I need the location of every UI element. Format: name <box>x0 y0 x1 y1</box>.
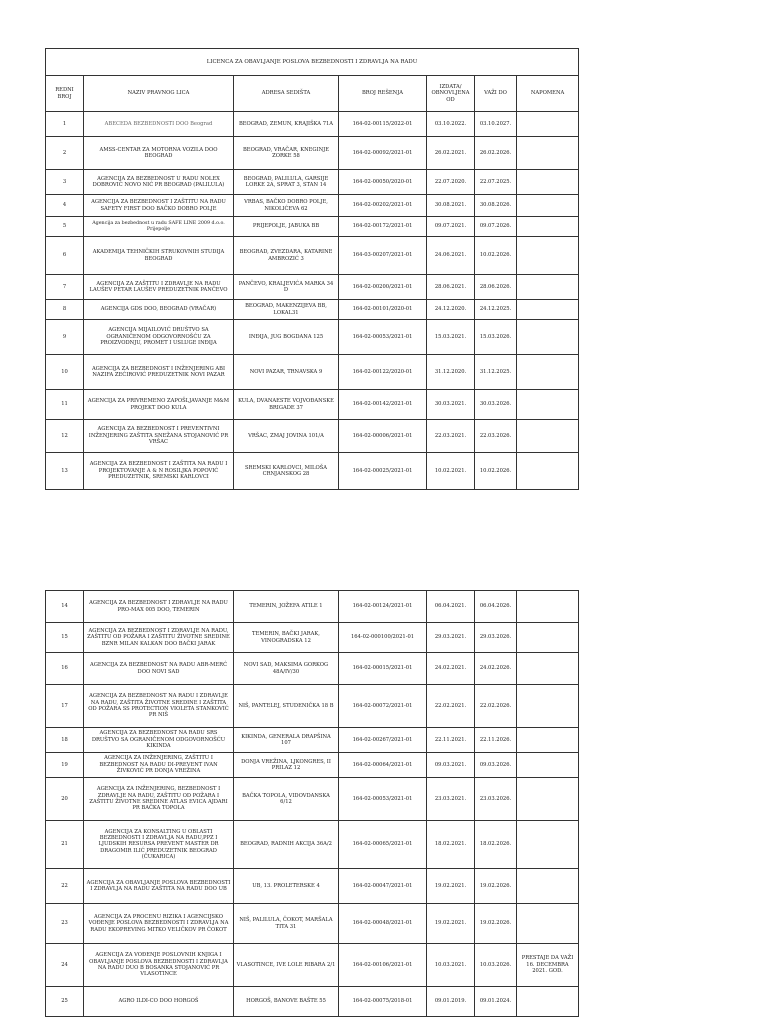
cell-naziv: AGENCIJA ZA ZAŠTITU I ZDRAVLJE NA RADU LAUŠEV PETAR LAUŠEV PREDUZETNIK PANČEVO <box>84 275 234 300</box>
cell-naziv: AGENCIJA ZA BEZBEDNOST I ZDRAVLJE NA RADU, ZAŠTITU OD POŽARA I ZAŠTITU ŽIVOTNE SREDINE BZNR MILAN KALKAN DOO BAČKI JARAK <box>84 623 234 653</box>
cell-broj-resenja: 164-02-00092/2021-01 <box>339 137 427 170</box>
cell-adresa: SREMSKI KARLOVCI, MILOŠA CRNJANSKOG 28 <box>234 453 339 490</box>
cell-vazi-do: 22.07.2025. <box>475 170 517 195</box>
cell-redni-broj: 8 <box>46 300 84 320</box>
cell-redni-broj: 22 <box>46 869 84 904</box>
table-row <box>46 591 579 623</box>
cell-broj-resenja: 164-02-00202/2021-01 <box>339 195 427 217</box>
table-title: LICENCA ZA OBAVLJANJE POSLOVA BEZBEDNOSTI I ZDRAVLJA NA RADU <box>46 49 579 76</box>
cell-redni-broj: 17 <box>46 685 84 728</box>
cell-vazi-do: 09.03.2026. <box>475 753 517 778</box>
cell-naziv: AGENCIJA ZA BEZBEDNOST NA RADU I ZDRAVLJE NA RADU, ZAŠTITA ŽIVOTNE SREDINE I ZAŠTITA OD POŽARA SS PROTECTION VIOLETA STANKOVIĆ PR NIŠ <box>84 685 234 728</box>
cell-redni-broj: 9 <box>46 320 84 355</box>
license-table-page-2 <box>45 590 579 1017</box>
table-row <box>46 753 579 778</box>
cell-napomena <box>517 453 579 490</box>
cell-broj-resenja: 164-02-00065/2021-01 <box>339 821 427 869</box>
cell-redni-broj: 14 <box>46 591 84 623</box>
cell-redni-broj: 1 <box>46 112 84 137</box>
cell-broj-resenja: 164-03-00207/2021-01 <box>339 237 427 275</box>
cell-izdata: 19.02.2021. <box>427 904 475 944</box>
cell-adresa: KIKINDA, GENERALA DRAPŠINA 107 <box>234 728 339 753</box>
cell-izdata: 28.06.2021. <box>427 275 475 300</box>
cell-adresa: VRŠAC, ZMAJ JOVINA 101/A <box>234 420 339 453</box>
cell-redni-broj: 13 <box>46 453 84 490</box>
header-redni-broj: REDNI BROJ <box>46 76 84 112</box>
table-row <box>46 137 579 170</box>
cell-vazi-do: 30.03.2026. <box>475 390 517 420</box>
cell-broj-resenja: 164-02-00006/2021-01 <box>339 420 427 453</box>
cell-naziv: AGENCIJA GDS DOO, BEOGRAD (VRAČAR) <box>84 300 234 320</box>
cell-broj-resenja: 164-02-00047/2021-01 <box>339 869 427 904</box>
cell-vazi-do: 18.02.2026. <box>475 821 517 869</box>
cell-vazi-do: 10.03.2026. <box>475 944 517 987</box>
cell-naziv: AGENCIJA ZA INŽENJERING, BEZBEDNOST I ZDRAVLJE NA RADU, ZAŠTITU OD POŽARA I ZAŠTITU ŽIVOTNE SREDINE ATLAS EVICA AJDARI PR BAČKA TOPOLA <box>84 778 234 821</box>
table-row <box>46 300 579 320</box>
cell-napomena <box>517 420 579 453</box>
cell-adresa: NOVI PAZAR, TRNAVSKA 9 <box>234 355 339 390</box>
cell-izdata: 30.03.2021. <box>427 390 475 420</box>
cell-izdata: 09.01.2019. <box>427 987 475 1017</box>
cell-naziv: AGENCIJA ZA BEZBEDNOST I INŽENJERING ABI NAZIFA ZEĆIROVIĆ PREDUZETNIK NOVI PAZAR <box>84 355 234 390</box>
cell-adresa: UB, 13. PROLETERSKE 4 <box>234 869 339 904</box>
header-broj-resenja: BROJ REŠENJA <box>339 76 427 112</box>
table-row <box>46 420 579 453</box>
cell-adresa: TEMERIN, BAČKI JARAK, VINOGRADSKA 12 <box>234 623 339 653</box>
cell-adresa: VLASOTINCE, IVE LOLE RIBARA 2/1 <box>234 944 339 987</box>
cell-naziv: AMSS-CENTAR ZA MOTORNA VOZILA DOO BEOGRAD <box>84 137 234 170</box>
license-table-page-1 <box>45 48 579 490</box>
cell-broj-resenja: 164-02-00267/2021-01 <box>339 728 427 753</box>
cell-izdata: 09.07.2021. <box>427 217 475 237</box>
cell-vazi-do: 09.01.2024. <box>475 987 517 1017</box>
table-row <box>46 170 579 195</box>
cell-redni-broj: 16 <box>46 653 84 685</box>
cell-broj-resenja: 164-02-00106/2021-01 <box>339 944 427 987</box>
header-row <box>46 76 579 112</box>
cell-vazi-do: 03.10.2027. <box>475 112 517 137</box>
cell-broj-resenja: 164-02-00200/2021-01 <box>339 275 427 300</box>
cell-adresa: VRBAS, BAČKO DOBRO POLJE, NIKOLIĆEVA 62 <box>234 195 339 217</box>
cell-vazi-do: 30.08.2026. <box>475 195 517 217</box>
cell-naziv: AGENCIJA ZA BEZBEDNOST I ZAŠTITU NA RADU SAFETY FIRST DOO BAČKO DOBRO POLJE <box>84 195 234 217</box>
cell-napomena <box>517 591 579 623</box>
cell-broj-resenja: 164-02-00142/2021-01 <box>339 390 427 420</box>
cell-redni-broj: 20 <box>46 778 84 821</box>
cell-adresa: DONJA VREŽINA, LJKONGRES, II PRILAZ 12 <box>234 753 339 778</box>
cell-napomena <box>517 275 579 300</box>
cell-izdata: 24.02.2021. <box>427 653 475 685</box>
cell-adresa: BEOGRAD, ZVEZDARA, KATARINE AMBROZIĆ 3 <box>234 237 339 275</box>
header-naziv: NAZIV PRAVNOG LICA <box>84 76 234 112</box>
cell-redni-broj: 12 <box>46 420 84 453</box>
cell-napomena <box>517 904 579 944</box>
cell-naziv: AGENCIJA ZA VOĐENJE POSLOVNIH KNJIGA I OBAVLJANJE POSLOVA BEZBEDNOSTI I ZDRAVLJA NA RADU DUO B BOSANKA STOJANOVIĆ PR VLASOTINCE <box>84 944 234 987</box>
cell-broj-resenja: 164-02-000100/2021-01 <box>339 623 427 653</box>
cell-naziv: AGENCIJA ZA BEZBEDNOST I ZDRAVLJE NA RADU PRO-MAX 005 DOO, TEMERIN <box>84 591 234 623</box>
cell-adresa: BEOGRAD, RADNIH AKCIJA 36A/2 <box>234 821 339 869</box>
cell-adresa: TEMERIN, JOŽEFA ATILE 1 <box>234 591 339 623</box>
cell-adresa: BEOGRAD, PALILULA, GARSIJE LORKE 2A, SPRAT 3, STAN 14 <box>234 170 339 195</box>
cell-naziv: AGENCIJA ZA OBAVLJANJE POSLOVA BEZBEDNOSTI I ZDRAVLJA NA RADU ZAŠTITA NA RADU DOO UB <box>84 869 234 904</box>
table-row <box>46 944 579 987</box>
cell-broj-resenja: 164-02-00072/2021-01 <box>339 685 427 728</box>
cell-napomena <box>517 217 579 237</box>
cell-naziv: AGENCIJA ZA BEZBEDNOST I ZAŠTITA NA RADU I PROJEKTOVANJE A & N ROSILJKA POPOVIĆ PREDUZETNIK, SREMSKI KARLOVCI <box>84 453 234 490</box>
cell-napomena <box>517 623 579 653</box>
table-row <box>46 987 579 1017</box>
cell-naziv: AGENCIJA ZA INŽENJERING, ZAŠTITU I BEZBEDNOST NA RADU DI-PREVENT IVAN ŽIVKOVIĆ PR DONJA VREŽINA <box>84 753 234 778</box>
cell-broj-resenja: 164-02-00053/2021-01 <box>339 778 427 821</box>
cell-vazi-do: 24.02.2026. <box>475 653 517 685</box>
table-row <box>46 112 579 137</box>
cell-napomena <box>517 112 579 137</box>
cell-naziv: AGENCIJA ZA PROCENU RIZIKA I AGENCIJSKO VOĐENJE POSLOVA BEZBEDNOSTI I ZDRAVLJA NA RADU EKOPREVING MITKO VELIČKOV PR ČOKOT <box>84 904 234 944</box>
cell-redni-broj: 3 <box>46 170 84 195</box>
cell-izdata: 26.02.2021. <box>427 137 475 170</box>
cell-broj-resenja: 164-02-00124/2021-01 <box>339 591 427 623</box>
cell-broj-resenja: 164-02-00025/2021-01 <box>339 453 427 490</box>
header-adresa: ADRESA SEDIŠTA <box>234 76 339 112</box>
cell-redni-broj: 6 <box>46 237 84 275</box>
cell-adresa: HORGOŠ, BANOVE BAŠTE 55 <box>234 987 339 1017</box>
cell-naziv: Agencija za bezbednost u radu SAFE LINE 2009 d.o.o. Prijepolje <box>84 217 234 237</box>
table-row <box>46 685 579 728</box>
cell-vazi-do: 22.02.2026. <box>475 685 517 728</box>
cell-izdata: 29.03.2021. <box>427 623 475 653</box>
cell-naziv: AKADEMIJA TEHNIČKIH STRUKOVNIH STUDIJA BEOGRAD <box>84 237 234 275</box>
cell-napomena <box>517 300 579 320</box>
cell-vazi-do: 10.02.2026. <box>475 453 517 490</box>
table-row <box>46 453 579 490</box>
cell-adresa: BEOGRAD, ZEMUN, KRAJIŠKA 71A <box>234 112 339 137</box>
cell-naziv: AGRO ILDI-CO DOO HORGOŠ <box>84 987 234 1017</box>
cell-vazi-do: 22.03.2026. <box>475 420 517 453</box>
cell-izdata: 30.08.2021. <box>427 195 475 217</box>
cell-broj-resenja: 164-02-00122/2020-01 <box>339 355 427 390</box>
table-row <box>46 653 579 685</box>
cell-redni-broj: 25 <box>46 987 84 1017</box>
cell-broj-resenja: 164-02-00075/2018-01 <box>339 987 427 1017</box>
cell-napomena <box>517 685 579 728</box>
cell-napomena <box>517 320 579 355</box>
table-row <box>46 355 579 390</box>
cell-redni-broj: 11 <box>46 390 84 420</box>
cell-naziv: AGENCIJA ZA BEZBEDNOST I PREVENTIVNI INŽENJERING ZAŠTITA SNEŽANA STOJANOVIĆ PR VRŠAC <box>84 420 234 453</box>
cell-broj-resenja: 164-02-00015/2021-01 <box>339 653 427 685</box>
cell-izdata: 19.02.2021. <box>427 869 475 904</box>
cell-broj-resenja: 164-02-00101/2020-01 <box>339 300 427 320</box>
cell-naziv: AGENCIJA ZA BEZBEDNOST NA RADU ABR-MERĆ DOO NOVI SAD <box>84 653 234 685</box>
table-row <box>46 778 579 821</box>
cell-vazi-do: 19.02.2026. <box>475 869 517 904</box>
cell-redni-broj: 15 <box>46 623 84 653</box>
cell-redni-broj: 7 <box>46 275 84 300</box>
cell-redni-broj: 19 <box>46 753 84 778</box>
cell-vazi-do: 15.03.2026. <box>475 320 517 355</box>
header-napomena: NAPOMENA <box>517 76 579 112</box>
cell-izdata: 22.02.2021. <box>427 685 475 728</box>
cell-vazi-do: 10.02.2026. <box>475 237 517 275</box>
cell-naziv: AGENCIJA ZA BEZBEDNOST U RADU NOLEX DOBROVIĆ NOVO NIĆ PR BEOGRAD (PALILULA) <box>84 170 234 195</box>
cell-redni-broj: 5 <box>46 217 84 237</box>
cell-adresa: BEOGRAD, MAKENZIJEVA BB, LOKAL31 <box>234 300 339 320</box>
table-row <box>46 821 579 869</box>
cell-izdata: 18.02.2021. <box>427 821 475 869</box>
cell-izdata: 31.12.2020. <box>427 355 475 390</box>
cell-broj-resenja: 164-02-00115/2022-01 <box>339 112 427 137</box>
cell-vazi-do: 29.03.2026. <box>475 623 517 653</box>
cell-vazi-do: 09.07.2026. <box>475 217 517 237</box>
table-row <box>46 320 579 355</box>
cell-vazi-do: 19.02.2026. <box>475 904 517 944</box>
cell-izdata: 23.03.2021. <box>427 778 475 821</box>
cell-redni-broj: 23 <box>46 904 84 944</box>
cell-naziv: AGENCIJA ZA PRIVREMENO ZAPOŠLJAVANJE M&M PROJEKT DOO KULA <box>84 390 234 420</box>
cell-naziv: AGENCIJA ZA KONSALTING U OBLASTI BEZBEDNOSTI I ZDRAVLJA NA RADU,PPZ I LJUDSKIH RESURSA PREVENT MASTER DR DRAGOMIR ILIĆ PREDUZETNIK BEOGRAD (ČUKARICA) <box>84 821 234 869</box>
cell-vazi-do: 24.12.2025. <box>475 300 517 320</box>
cell-vazi-do: 06.04.2026. <box>475 591 517 623</box>
cell-izdata: 22.11.2021. <box>427 728 475 753</box>
cell-napomena <box>517 170 579 195</box>
cell-redni-broj: 18 <box>46 728 84 753</box>
cell-napomena: PRESTAJE DA VAŽI 16. DECEMBRA 2021. GOD. <box>517 944 579 987</box>
cell-izdata: 15.03.2021. <box>427 320 475 355</box>
cell-adresa: NIŠ, PANTELEJ, STUDENIČKA 18 B <box>234 685 339 728</box>
table-row <box>46 237 579 275</box>
table-row <box>46 275 579 300</box>
cell-vazi-do: 31.12.2025. <box>475 355 517 390</box>
cell-redni-broj: 2 <box>46 137 84 170</box>
cell-redni-broj: 10 <box>46 355 84 390</box>
cell-napomena <box>517 753 579 778</box>
cell-izdata: 06.04.2021. <box>427 591 475 623</box>
table-row <box>46 195 579 217</box>
cell-broj-resenja: 164-02-00048/2021-01 <box>339 904 427 944</box>
cell-adresa: PRIJEPOLJE, JABUKA BB <box>234 217 339 237</box>
cell-izdata: 03.10.2022. <box>427 112 475 137</box>
header-vazi-do: VAŽI DO <box>475 76 517 112</box>
cell-broj-resenja: 164-02-00053/2021-01 <box>339 320 427 355</box>
cell-izdata: 10.03.2021. <box>427 944 475 987</box>
cell-napomena <box>517 237 579 275</box>
cell-adresa: BAČKA TOPOLA, VIDOVDANSKA 6/12 <box>234 778 339 821</box>
cell-redni-broj: 4 <box>46 195 84 217</box>
cell-adresa: INĐIJA, JUG BOGDANA 125 <box>234 320 339 355</box>
cell-broj-resenja: 164-02-00050/2020-01 <box>339 170 427 195</box>
cell-izdata: 24.06.2021. <box>427 237 475 275</box>
cell-naziv: AGENCIJA ZA BEZBEDNOST NA RADU SRS DRUŠTVO SA OGRANIČENOM ODGOVORNOŠĆU KIKINDA <box>84 728 234 753</box>
cell-vazi-do: 28.06.2026. <box>475 275 517 300</box>
cell-adresa: PANČEVO, KRALJEVIĆA MARKA 34 D <box>234 275 339 300</box>
cell-napomena <box>517 137 579 170</box>
cell-vazi-do: 23.03.2026. <box>475 778 517 821</box>
cell-napomena <box>517 653 579 685</box>
cell-napomena <box>517 728 579 753</box>
cell-napomena <box>517 778 579 821</box>
cell-izdata: 24.12.2020. <box>427 300 475 320</box>
cell-napomena <box>517 987 579 1017</box>
table-row <box>46 217 579 237</box>
cell-broj-resenja: 164-02-00064/2021-01 <box>339 753 427 778</box>
table-row <box>46 904 579 944</box>
cell-izdata: 22.07.2020. <box>427 170 475 195</box>
cell-adresa: BEOGRAD, VRAČAR, KNEGINJE ZORKE 58 <box>234 137 339 170</box>
cell-naziv: AGENCIJA MIJAILOVIĆ DRUŠTVO SA OGRANIČENOM ODGOVORNOŠĆU ZA PROIZVODNJU, PROMET I USLUGE INĐIJA <box>84 320 234 355</box>
table-row <box>46 390 579 420</box>
cell-napomena <box>517 821 579 869</box>
cell-vazi-do: 22.11.2026. <box>475 728 517 753</box>
cell-napomena <box>517 355 579 390</box>
table-row <box>46 623 579 653</box>
header-izdata: IZDATA/ OBNOVLJENA OD <box>427 76 475 112</box>
cell-napomena <box>517 390 579 420</box>
cell-redni-broj: 24 <box>46 944 84 987</box>
table-row <box>46 728 579 753</box>
cell-adresa: KULA, DVANAESTE VOJVOĐANSKE BRIGADE 37 <box>234 390 339 420</box>
cell-izdata: 09.03.2021. <box>427 753 475 778</box>
cell-broj-resenja: 164-02-00172/2021-01 <box>339 217 427 237</box>
cell-izdata: 22.03.2021. <box>427 420 475 453</box>
table-row <box>46 869 579 904</box>
cell-izdata: 10.02.2021. <box>427 453 475 490</box>
cell-redni-broj: 21 <box>46 821 84 869</box>
cell-napomena <box>517 869 579 904</box>
cell-adresa: NOVI SAD, MAKSIMA GORKOG 48A/IV/30 <box>234 653 339 685</box>
cell-naziv: ABECEDA BEZBEDNOSTI DOO Beograd <box>84 112 234 137</box>
cell-napomena <box>517 195 579 217</box>
cell-vazi-do: 26.02.2026. <box>475 137 517 170</box>
cell-adresa: NIŠ, PALILULA, ČOKOT, MARŠALA TITA 31 <box>234 904 339 944</box>
